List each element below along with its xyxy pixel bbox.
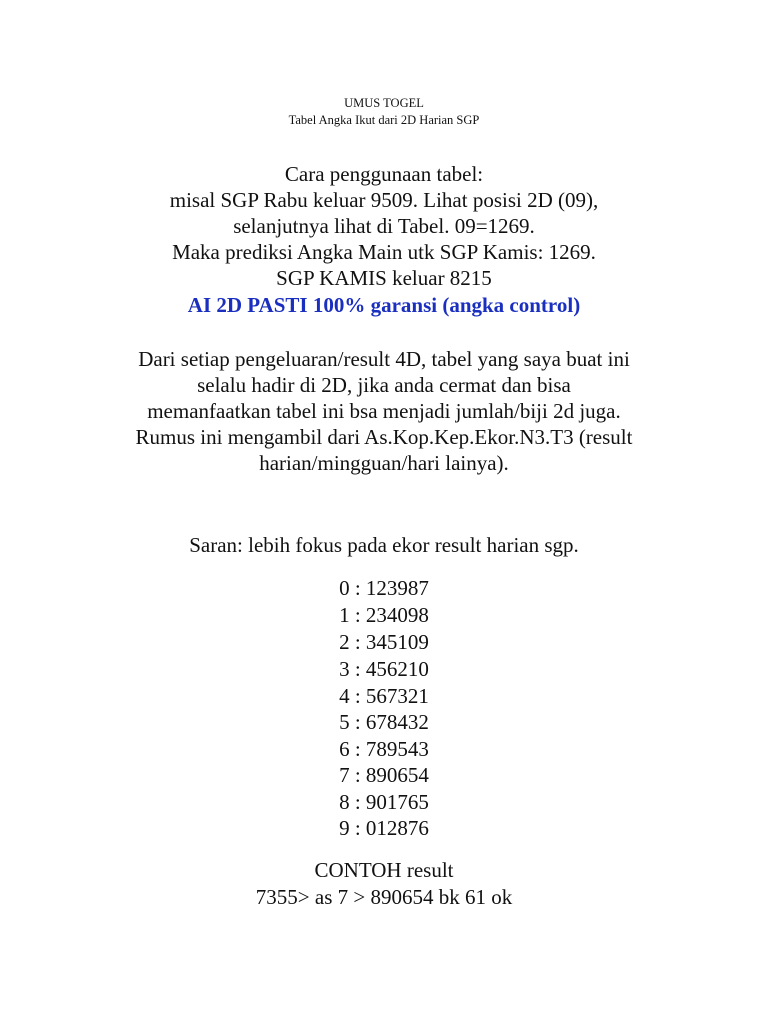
instruction-line: misal SGP Rabu keluar 9509. Lihat posisi 2D (09),	[169, 188, 599, 212]
instruction-line: Cara penggunaan tabel:	[284, 162, 484, 186]
table-row: 5 : 678432	[339, 710, 429, 734]
example-line: 7355> as 7 > 890654 bk 61 ok	[255, 885, 513, 909]
advice-text: Saran: lebih fokus pada ekor result harian sgp.	[189, 533, 579, 557]
description-line: Rumus ini mengambil dari As.Kop.Kep.Ekor.N3.T3 (result	[135, 425, 633, 449]
table-row: 0 : 123987	[339, 576, 429, 600]
document-subtitle: Tabel Angka Ikut dari 2D Harian SGP	[288, 113, 480, 127]
table-row: 3 : 456210	[339, 657, 429, 681]
table-row: 1 : 234098	[339, 603, 429, 627]
description-line: memanfaatkan tabel ini bsa menjadi jumlah/biji 2d juga.	[147, 399, 621, 423]
description-line: Dari setiap pengeluaran/result 4D, tabel yang saya buat ini	[138, 347, 630, 371]
description-line: selalu hadir di 2D, jika anda cermat dan bisa	[197, 373, 571, 397]
highlight-text: AI 2D PASTI 100% garansi (angka control)	[187, 293, 581, 317]
description-line: harian/mingguan/hari lainya).	[259, 451, 509, 475]
example-title: CONTOH result	[314, 858, 454, 882]
instruction-line: SGP KAMIS keluar 8215	[276, 266, 492, 290]
table-row: 8 : 901765	[339, 790, 429, 814]
table-row: 4 : 567321	[339, 684, 429, 708]
instruction-line: Maka prediksi Angka Main utk SGP Kamis: 1269.	[172, 240, 596, 264]
document-title: UMUS TOGEL	[344, 96, 424, 110]
table-row: 9 : 012876	[339, 816, 429, 840]
instruction-line: selanjutnya lihat di Tabel. 09=1269.	[233, 214, 535, 238]
table-row: 7 : 890654	[339, 763, 429, 787]
table-row: 6 : 789543	[339, 737, 429, 761]
table-row: 2 : 345109	[339, 630, 429, 654]
